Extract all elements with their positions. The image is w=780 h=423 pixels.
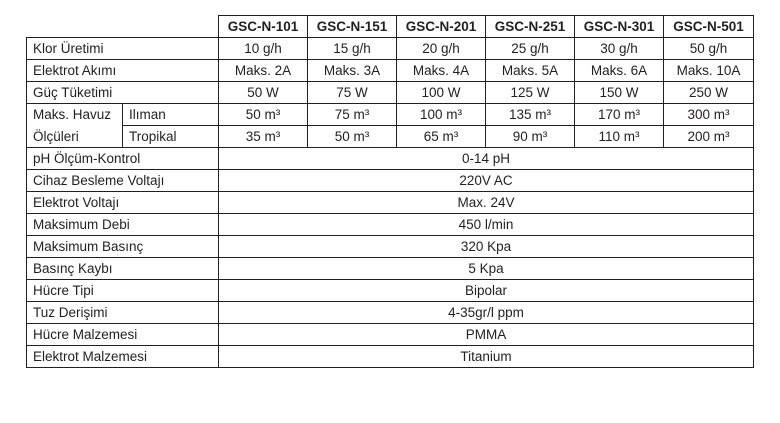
cell-value: 65 m³: [397, 126, 486, 148]
cell-value: 125 W: [486, 82, 575, 104]
cell-value: 15 g/h: [308, 38, 397, 60]
cell-value: 200 m³: [664, 126, 754, 148]
table-row: [27, 170, 754, 192]
model-header: GSC-N-501: [664, 16, 754, 38]
cell-value: 4-35gr/l ppm: [219, 302, 754, 324]
table-row: [27, 104, 754, 126]
cell-value: Maks. 6A: [575, 60, 664, 82]
cell-value: 450 l/min: [219, 214, 754, 236]
cell-value: Maks. 4A: [397, 60, 486, 82]
cell-value: 250 W: [664, 82, 754, 104]
table-row: [27, 192, 754, 214]
cell-value: 300 m³: [664, 104, 754, 126]
cell-value: 135 m³: [486, 104, 575, 126]
table-row: [27, 148, 754, 170]
cell-value: 75 m³: [308, 104, 397, 126]
spec-table: [26, 15, 754, 368]
row-label: Elektrot Malzemesi: [27, 346, 219, 368]
row-label: Tuz Derişimi: [27, 302, 219, 324]
row-sublabel: Tropikal: [123, 126, 219, 148]
table-row: [27, 258, 754, 280]
cell-value: 25 g/h: [486, 38, 575, 60]
cell-value: 100 m³: [397, 104, 486, 126]
table-row: [27, 82, 754, 104]
cell-value: Max. 24V: [219, 192, 754, 214]
table-row: [27, 346, 754, 368]
table-row: [27, 126, 754, 148]
row-label: Cihaz Besleme Voltajı: [27, 170, 219, 192]
cell-value: 0-14 pH: [219, 148, 754, 170]
cell-value: 30 g/h: [575, 38, 664, 60]
row-label: Maks. Havuz: [27, 104, 123, 126]
row-label: Maksimum Debi: [27, 214, 219, 236]
row-label: Güç Tüketimi: [27, 82, 219, 104]
model-header: GSC-N-101: [219, 16, 308, 38]
cell-value: Maks. 10A: [664, 60, 754, 82]
row-label: Hücre Malzemesi: [27, 324, 219, 346]
header-row: [27, 16, 754, 38]
cell-value: 220V AC: [219, 170, 754, 192]
cell-value: 320 Kpa: [219, 236, 754, 258]
table-row: [27, 38, 754, 60]
table-row: [27, 236, 754, 258]
model-header: GSC-N-151: [308, 16, 397, 38]
row-label: Ölçüleri: [27, 126, 123, 148]
model-header: GSC-N-201: [397, 16, 486, 38]
row-label: Klor Üretimi: [27, 38, 219, 60]
cell-value: Maks. 3A: [308, 60, 397, 82]
cell-value: 110 m³: [575, 126, 664, 148]
table-row: [27, 280, 754, 302]
row-label: pH Ölçüm-Kontrol: [27, 148, 219, 170]
cell-value: PMMA: [219, 324, 754, 346]
cell-value: 35 m³: [219, 126, 308, 148]
row-label: Hücre Tipi: [27, 280, 219, 302]
table-row: [27, 302, 754, 324]
cell-value: 50 W: [219, 82, 308, 104]
row-sublabel: Ilıman: [123, 104, 219, 126]
cell-value: 20 g/h: [397, 38, 486, 60]
row-label: Maksimum Basınç: [27, 236, 219, 258]
row-label: Elektrot Akımı: [27, 60, 219, 82]
cell-value: 75 W: [308, 82, 397, 104]
cell-value: Titanium: [219, 346, 754, 368]
model-header: GSC-N-301: [575, 16, 664, 38]
cell-value: Bipolar: [219, 280, 754, 302]
cell-value: 5 Kpa: [219, 258, 754, 280]
cell-value: 150 W: [575, 82, 664, 104]
corner-cell: [27, 16, 219, 38]
table-row: [27, 324, 754, 346]
cell-value: Maks. 5A: [486, 60, 575, 82]
cell-value: Maks. 2A: [219, 60, 308, 82]
row-label: Basınç Kaybı: [27, 258, 219, 280]
cell-value: 50 m³: [219, 104, 308, 126]
cell-value: 50 m³: [308, 126, 397, 148]
cell-value: 170 m³: [575, 104, 664, 126]
table-row: [27, 214, 754, 236]
model-header: GSC-N-251: [486, 16, 575, 38]
cell-value: 10 g/h: [219, 38, 308, 60]
cell-value: 90 m³: [486, 126, 575, 148]
cell-value: 100 W: [397, 82, 486, 104]
table-row: [27, 60, 754, 82]
cell-value: 50 g/h: [664, 38, 754, 60]
row-label: Elektrot Voltajı: [27, 192, 219, 214]
